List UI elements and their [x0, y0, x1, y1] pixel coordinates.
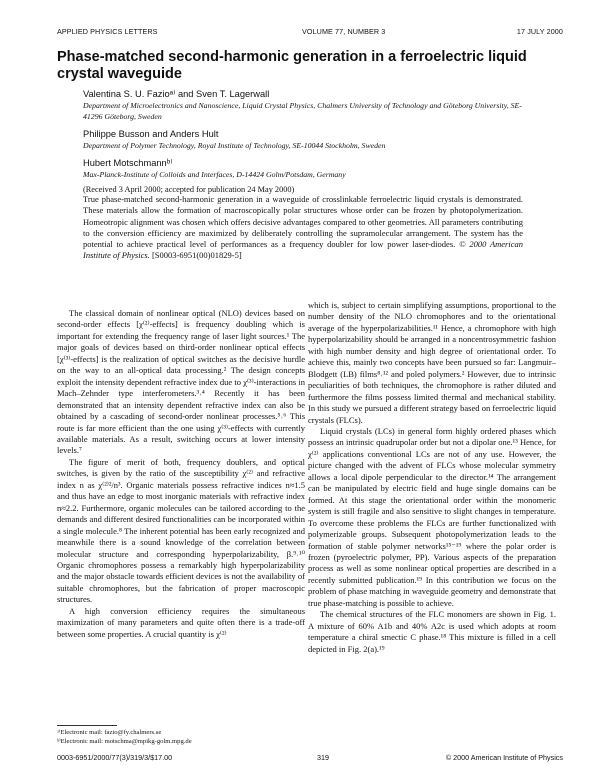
- body-column-left: [57, 308, 305, 640]
- paragraph: Liquid crystals (LCs) in general form highly ordered phases which possess an intrinsic quadrupolar order but not a dipolar one.¹³ Hence, for χ⁽²⁾ applications conventional LCs are not of any use. However, the picture changed with the advent of FLCs whose molecular symmetry allows a local dipole perpendicular to the director.¹⁴ The arrangement can be manipulated by electric field and huge single domains can be formed. At this stage the orientational order within the monomeric system is still fragile and also sensitive to slight changes in temperature. To overcome these problems the FLCs are further functionalized with polymerizable groups. Subsequent photopolymerization leads to the formation of stable polymer networks¹⁵⁻¹⁹ where the polar order is frozen (pyroelectric polymer, PP). Various aspects of the preparation process as well as some nonlinear optical properties are described in a recently submitted publication.¹⁹ In this contribution we focus on the problem of phase matching in waveguide geometry and demonstrate that true phase-matching is possible to achieve.: [308, 425, 556, 608]
- paragraph: A high conversion efficiency requires the simultaneous maximization of many parameters and quite often there is a trade-off between some properties. A crucial quantity is χ⁽²⁾: [57, 605, 305, 639]
- page-number: 319: [317, 753, 329, 762]
- article-title: Phase-matched second-harmonic generation in a ferroelectric liquid crystal waveguide: [57, 49, 527, 82]
- article-code: 0003-6951/2000/77(3)/319/3/$17.00: [57, 753, 173, 762]
- paragraph: which is, subject to certain simplifying assumptions, proportional to the number density of the NLO chromophores and to the orientational average of the hyperpolarizabilities.¹¹ Hence, a chromophore with high hyperpolarizability should be arranged in a noncentrosymmetric fashion with high number density and high degree of orientational order. To achieve this, mainly two concepts have been pursued so far: Langmuir–Blodgett (LB) films⁸˒¹² and poled polymers.² However, due to intrinsic peculiarities of both techniques, the chromophore is rather diluted and furthermore the films possess limited thermal and mechanical stability. In this study we pursued a different strategy based on ferroelectric liquid crystals (FLCs).: [308, 300, 556, 425]
- body-column-right: [308, 300, 556, 655]
- affiliation-1: Department of Microelectronics and Nanoscience, Liquid Crystal Physics, Chalmers University of Technology and Göteborg University, SE-41296 Göteborg, Sweden: [83, 101, 522, 121]
- abstract-text: True phase-matched second-harmonic generation in a waveguide of crosslinkable ferroelectric liquid crystals is demonstrated. These materials allow the formation of macroscopically polar structures whose order can be frozen by photopolymerization. Homeotropic alignment was chosen which offers decisive advantages compared to other geometries. All parameters contributing to the conversion efficiency are maximized by deliberately controlling the supramolecular arrangement. The system has the potential to achieve practical level of performances as a frequency doubler for low power laser-diodes.: [83, 194, 523, 250]
- footnote-divider: [57, 725, 117, 726]
- authors-group-3: Hubert Motschmannᵇ⁾: [83, 158, 173, 168]
- volume-number: VOLUME 77, NUMBER 3: [302, 27, 386, 36]
- authors-block: [83, 88, 523, 195]
- abstract-doi: [S0003-6951(00)01829-5]: [151, 250, 242, 261]
- paragraph: The chemical structures of the FLC monomers are shown in Fig. 1. A mixture of 60% A1b and 40% A2c is used which adopts at room temperature a chiral smectic C phase.¹⁸ This mixture is filled in a cell depicted in Fig. 2(a).¹⁹: [308, 609, 556, 654]
- running-head: [57, 27, 563, 37]
- affiliation-3: Max-Planck-Institute of Colloids and Interfaces, D-14424 Golm/Potsdam, Germany: [83, 170, 346, 179]
- issue-date: 17 JULY 2000: [516, 27, 563, 36]
- authors-group-1: Valentina S. U. Fazioᵃ⁾ and Sven T. Lagerwall: [83, 89, 270, 99]
- paragraph: The classical domain of nonlinear optical (NLO) devices based on second-order effects [χ⁽²⁾-effects] is frequency doubling which is important for extending the frequency range of laser light sources.¹ The major goals of devices based on third-order nonlinear optical effects [χ⁽³⁾-effects] is the realization of optical switches as the decisive hurdle on the way to an all-optical data processing.² The design concepts exploit the intensity dependent refractive index due to χ⁽³⁾-interactions in Mach–Zehnder type interferometers.³˒⁴ Recently it has been demonstrated that an intensity dependent refractive index can also be obtained by a cascading of second-order nonlinear processes.⁵˒⁶ This route is far more efficient than the one using χ⁽³⁾-effects with currently available materials. As a result, switching occurs at lower intensity levels.⁷: [57, 308, 305, 456]
- footnotes: [57, 728, 307, 746]
- abstract: [83, 194, 523, 262]
- footnote-a: ᵃ⁾Electronic mail: fazio@fy.chalmers.se: [57, 729, 162, 736]
- received-dates: (Received 3 April 2000; accepted for publication 24 May 2000): [83, 185, 295, 194]
- affiliation-2: Department of Polymer Technology, Royal Institute of Technology, SE-10044 Stockholm, Sweden: [83, 141, 386, 150]
- page-footer: [57, 753, 563, 763]
- paragraph: The figure of merit of both, frequency doublers, and optical switches, is given by the ratio of the susceptibility χ⁽²⁾ and refractive index n as χ⁽²⁾²/n³. Organic materials possess refractive indices n≈1.5 and thus have an edge to most inorganic materials with refractive index n≈2.2. Furthermore, organic molecules can be tailored according to the demands and different desired functionalities can be incorporated within a single molecule.⁸ The inherent potential has been early recognized and meanwhile there is a sound knowledge of the correlation between molecular structure and corresponding hyperpolarizability, β.⁹˒¹⁰ Organic chromophores possess a remarkably high hyperpolarizability and the major obstacle towards efficient devices is not the availability of suitable chromophores, but the fabrication of proper macroscopic structures.: [57, 456, 305, 605]
- footnote-b: ᵇ⁾Electronic mail: motschma@mpikg-golm.mpg.de: [57, 738, 192, 745]
- authors-group-2: Philippe Busson and Anders Hult: [83, 129, 219, 139]
- abstract-copyright: © 2000 American Institute of Physics.: [83, 239, 524, 261]
- journal-name: APPLIED PHYSICS LETTERS: [57, 27, 158, 36]
- footer-copyright: © 2000 American Institute of Physics: [445, 753, 563, 762]
